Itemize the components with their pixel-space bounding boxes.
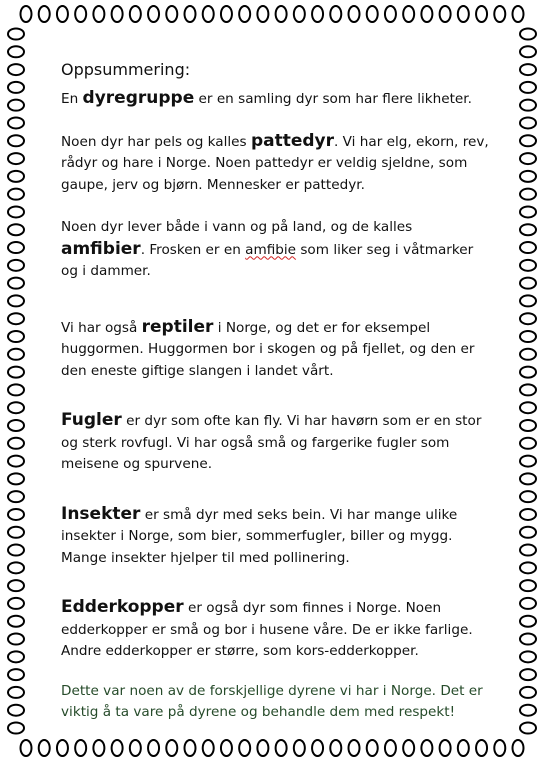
border-loop-bottom	[330, 740, 341, 756]
border-loop-bottom	[57, 740, 68, 756]
border-loop-left	[8, 402, 24, 413]
border-loop-left	[8, 367, 24, 378]
border-loop-left	[8, 82, 24, 93]
border-loop-top	[185, 6, 196, 22]
border-loop-right	[520, 456, 536, 467]
paragraph-fugler: Fugler er dyr som ofte kan fly. Vi har havørn som er en stor og sterk rovfugl. Vi har også små og fargerike fugler som meisene og spurvene.	[61, 410, 482, 472]
border-loop-right	[520, 527, 536, 538]
border-loop-top	[130, 6, 141, 22]
border-loop-bottom	[166, 740, 177, 756]
border-loop-left	[8, 687, 24, 698]
border-loop-top	[276, 6, 287, 22]
border-loop-right	[520, 295, 536, 306]
border-loop-right	[520, 669, 536, 680]
border-loop-left	[8, 634, 24, 645]
border-loop-left	[8, 46, 24, 57]
paragraph-insekter: Insekter er små dyr med seks bein. Vi har mange ulike insekter i Norge, som bier, sommerfugler, biller og mygg. Mange insekter hjelper til med pollinering.	[61, 503, 458, 566]
border-loop-bottom	[21, 740, 32, 756]
closing-paragraph: Dette var noen av de forskjellige dyrene vi har i Norge. Det er viktig å ta vare på dyrene og behandle dem med respekt!	[61, 682, 483, 720]
border-loop-bottom	[494, 740, 505, 756]
border-loop-right	[520, 491, 536, 502]
border-loop-left	[8, 580, 24, 591]
border-loop-left	[8, 420, 24, 431]
border-loop-left	[8, 206, 24, 217]
border-loop-bottom	[239, 740, 250, 756]
border-loop-left	[8, 598, 24, 609]
border-loop-right	[520, 206, 536, 217]
paragraph-amfibier: Noen dyr lever både i vann og på land, og de kalles amfibier. Frosken er en amfibie som liker seg i våtmarker og i dammer.	[61, 219, 474, 279]
border-loop-right	[520, 260, 536, 271]
border-loop-right	[520, 331, 536, 342]
border-loop-right	[520, 135, 536, 146]
border-loop-right	[520, 384, 536, 395]
border-loop-top	[403, 6, 414, 22]
border-loop-bottom	[185, 740, 196, 756]
border-loop-top	[21, 6, 32, 22]
border-loop-bottom	[294, 740, 305, 756]
border-loop-right	[520, 651, 536, 662]
spellcheck-word[interactable]: amfibie	[245, 241, 297, 258]
border-loop-bottom	[349, 740, 360, 756]
border-loop-left	[8, 135, 24, 146]
border-loop-left	[8, 651, 24, 662]
border-loop-right	[520, 402, 536, 413]
border-loop-left	[8, 189, 24, 200]
border-loop-top	[257, 6, 268, 22]
border-loop-top	[312, 6, 323, 22]
keyword-reptiler: reptiler	[141, 316, 214, 337]
border-loop-left	[8, 669, 24, 680]
border-loop-bottom	[93, 740, 104, 756]
border-loop-right	[520, 580, 536, 591]
border-loop-right	[520, 562, 536, 573]
paragraph-dyregruppe: En dyregruppe er en samling dyr som har flere likheter.	[61, 88, 472, 108]
border-loop-left	[8, 100, 24, 111]
border-loop-top	[39, 6, 50, 22]
border-loop-top	[494, 6, 505, 22]
border-loop-bottom	[276, 740, 287, 756]
border-loop-bottom	[403, 740, 414, 756]
border-loop-right	[520, 509, 536, 520]
border-loop-top	[330, 6, 341, 22]
border-loop-right	[520, 153, 536, 164]
border-loop-right	[520, 313, 536, 324]
border-loop-bottom	[75, 740, 86, 756]
border-loop-top	[440, 6, 451, 22]
border-loop-top	[239, 6, 250, 22]
border-loop-left	[8, 29, 24, 40]
keyword-insekter: Insekter	[61, 503, 141, 524]
border-loop-left	[8, 278, 24, 289]
border-loop-right	[520, 189, 536, 200]
keyword-fugler: Fugler	[61, 410, 122, 430]
border-loop-right	[520, 224, 536, 235]
border-loop-right	[520, 438, 536, 449]
border-loop-left	[8, 295, 24, 306]
border-loop-top	[385, 6, 396, 22]
paragraph-edderkopper: Edderkopper er også dyr som finnes i Norge. Noen edderkopper er små og bor i husene våre. De er ikke farlige. Andre edderkopper er større, som kors-edderkopper.	[61, 597, 473, 659]
border-loop-bottom	[476, 740, 487, 756]
border-loop-left	[8, 242, 24, 253]
border-loop-top	[367, 6, 378, 22]
border-loop-top	[421, 6, 432, 22]
border-loop-right	[520, 705, 536, 716]
border-loop-left	[8, 64, 24, 75]
border-loop-left	[8, 491, 24, 502]
border-loop-right	[520, 46, 536, 57]
border-loop-right	[520, 545, 536, 556]
keyword-edderkopper: Edderkopper	[61, 597, 184, 617]
border-loop-top	[476, 6, 487, 22]
border-loop-right	[520, 82, 536, 93]
border-loop-left	[8, 705, 24, 716]
border-loop-right	[520, 687, 536, 698]
border-loop-right	[520, 598, 536, 609]
border-loop-bottom	[221, 740, 232, 756]
border-loop-left	[8, 723, 24, 734]
paragraph-reptiler: Vi har også reptiler i Norge, og det er for eksempel huggormen. Huggormen bor i skogen og på fjellet, og den er den eneste giftige slangen i landet vårt.	[61, 316, 475, 379]
border-loop-left	[8, 473, 24, 484]
border-loop-left	[8, 349, 24, 360]
border-loop-bottom	[513, 740, 524, 756]
border-loop-bottom	[385, 740, 396, 756]
border-loop-bottom	[39, 740, 50, 756]
border-loop-bottom	[203, 740, 214, 756]
border-loop-top	[458, 6, 469, 22]
border-loop-left	[8, 527, 24, 538]
border-loop-left	[8, 224, 24, 235]
border-loop-right	[520, 349, 536, 360]
border-loop-left	[8, 509, 24, 520]
border-loop-bottom	[312, 740, 323, 756]
border-loop-left	[8, 331, 24, 342]
border-loop-left	[8, 438, 24, 449]
border-loop-left	[8, 313, 24, 324]
border-loop-top	[166, 6, 177, 22]
border-loop-bottom	[130, 740, 141, 756]
border-loop-right	[520, 171, 536, 182]
border-loop-top	[221, 6, 232, 22]
paragraph-pattedyr: Noen dyr har pels og kalles pattedyr. Vi har elg, ekorn, rev, rådyr og hare i Norge. Noen pattedyr er veldig sjeldne, som gaupe, jerv og bjørn. Mennesker er pattedyr.	[61, 130, 489, 193]
border-loop-right	[520, 367, 536, 378]
border-loop-right	[520, 117, 536, 128]
border-loop-left	[8, 153, 24, 164]
border-loop-left	[8, 117, 24, 128]
border-loop-top	[75, 6, 86, 22]
border-loop-top	[112, 6, 123, 22]
border-loop-bottom	[367, 740, 378, 756]
border-loop-right	[520, 723, 536, 734]
border-loop-right	[520, 64, 536, 75]
border-loop-right	[520, 420, 536, 431]
border-loop-bottom	[112, 740, 123, 756]
border-loop-bottom	[148, 740, 159, 756]
border-loop-left	[8, 384, 24, 395]
border-loop-top	[148, 6, 159, 22]
document-page	[61, 60, 491, 724]
border-loop-bottom	[440, 740, 451, 756]
border-loop-left	[8, 260, 24, 271]
keyword-pattedyr: pattedyr	[250, 130, 335, 151]
border-loop-top	[349, 6, 360, 22]
keyword-dyregruppe: dyregruppe	[82, 88, 195, 108]
border-loop-left	[8, 456, 24, 467]
border-loop-left	[8, 171, 24, 182]
border-loop-top	[203, 6, 214, 22]
border-loop-bottom	[257, 740, 268, 756]
keyword-amfibier: amfibier	[61, 238, 141, 259]
border-loop-top	[57, 6, 68, 22]
border-loop-bottom	[421, 740, 432, 756]
border-loop-left	[8, 562, 24, 573]
border-loop-left	[8, 616, 24, 627]
border-loop-right	[520, 100, 536, 111]
border-loop-right	[520, 616, 536, 627]
border-loop-right	[520, 473, 536, 484]
border-loop-right	[520, 278, 536, 289]
border-loop-bottom	[458, 740, 469, 756]
border-loop-right	[520, 242, 536, 253]
border-loop-top	[513, 6, 524, 22]
border-loop-left	[8, 545, 24, 556]
page-title: Oppsummering:	[61, 60, 191, 79]
border-loop-top	[93, 6, 104, 22]
border-loop-right	[520, 634, 536, 645]
border-loop-right	[520, 29, 536, 40]
border-loop-top	[294, 6, 305, 22]
